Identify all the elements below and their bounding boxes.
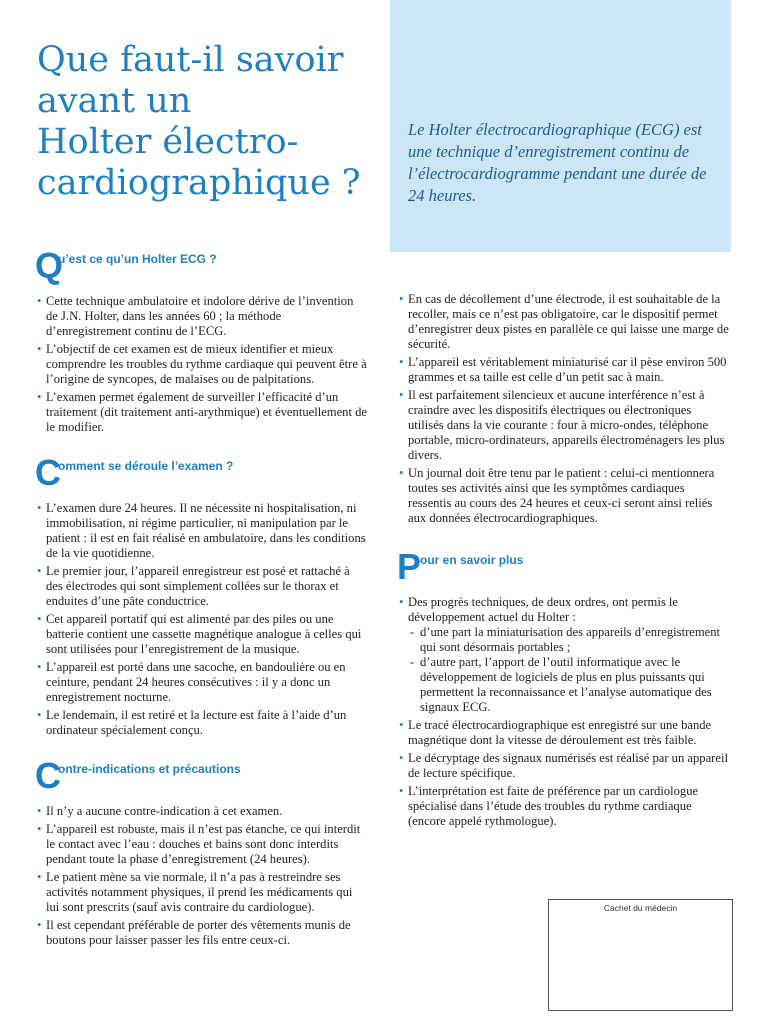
list-item: • L’appareil est véritablement miniaturisé car il pèse environ 500 grammes et sa taille est celle d’un petit sac à main.	[399, 355, 729, 385]
section-more	[397, 546, 729, 829]
section-heading	[35, 245, 367, 290]
doctor-stamp-box	[548, 899, 733, 1011]
section-contra	[35, 755, 367, 948]
list-item: • Cette technique ambulatoire et indolore dérive de l’invention de J.N. Holter, dans les années 60 ; la méthode d’enregistrement continu de l’ECG.	[37, 294, 367, 339]
section-heading-text: our en savoir plus	[420, 553, 524, 567]
title-line: Que faut-il savoir	[37, 40, 344, 80]
left-column	[35, 245, 368, 951]
bullet-list	[37, 804, 367, 948]
sub-list	[408, 625, 729, 715]
title-line: avant un	[37, 81, 192, 121]
title-line: cardiographique ?	[37, 163, 361, 203]
section-how	[35, 452, 367, 738]
list-item: • Cet appareil portatif qui est alimenté par des piles ou une batterie contient une cassette magnétique analogue à celles qui sont utilisées pour l’enregistrement de la musique.	[37, 612, 367, 657]
bullet-list	[37, 294, 367, 435]
list-item: • L’interprétation est faite de préférence par un cardiologue spécialisé dans l’étude des troubles du rythme cardiaque (encore appelé rythmologue).	[399, 784, 729, 829]
list-item	[399, 595, 729, 715]
list-item: • L’objectif de cet examen est de mieux identifier et mieux comprendre les troubles du rythme cardiaque qui peuvent être à l’origine de syncopes, de malaises ou de palpitations.	[37, 342, 367, 387]
bullet-list	[37, 501, 367, 738]
list-item: • Il est cependant préférable de porter des vêtements munis de boutons pour laisser passer les fils entre ceux-ci.	[37, 918, 367, 948]
section-heading	[35, 452, 367, 497]
right-column	[399, 292, 729, 832]
drop-cap: P	[397, 546, 422, 587]
sub-list-item: - d’autre part, l’apport de l’outil informatique avec le développement de logiciels de plus en plus puissants qui permettent la reconnaissance et l’analyse automatique des signaux ECG.	[408, 655, 729, 715]
drop-cap: C	[35, 452, 61, 493]
title-line: Holter électro-	[37, 122, 299, 162]
section-what	[35, 245, 368, 435]
bullet-list	[399, 292, 729, 526]
drop-cap: C	[35, 755, 61, 796]
list-item: • L’examen permet également de surveiller l’efficacité d’un traitement (dit traitement anti-arythmique) et éventuellement de le modifier.	[37, 390, 367, 435]
stamp-label: Cachet du médecin	[603, 903, 678, 913]
section-heading-text: u’est ce qu’un Holter ECG ?	[58, 252, 217, 266]
list-item: • Il n’y a aucune contre-indication à cet examen.	[37, 804, 367, 819]
drop-cap: Q	[35, 245, 64, 286]
list-item: • En cas de décollement d’une électrode, il est souhaitable de la recoller, mais ce n’est pas obligatoire, car le dispositif permet d’enregistrer deux pistes en parallèle ce qui laisse une marge de sécurité.	[399, 292, 729, 352]
list-item: • Le patient mène sa vie normale, il n’a pas à restreindre ses activités notamment physiques, il prend les médicaments qui lui sont prescrits (sauf avis contraire du cardiologue).	[37, 870, 367, 915]
intro-text: Le Holter électrocardiographique (ECG) est une technique d’enregistrement continu de l’électrocardiogramme pendant une durée de 24 heures.	[408, 120, 707, 205]
list-item: • Le tracé électrocardiographique est enregistré sur une bande magnétique dont la vitesse de déroulement est très faible.	[399, 718, 729, 748]
list-item: • Le décryptage des signaux numérisés est réalisé par un appareil de lecture spécifique.	[399, 751, 729, 781]
sub-list-item: - d’une part la miniaturisation des appareils d’enregistrement qui sont désormais portables ;	[408, 625, 729, 655]
list-item: • Le premier jour, l’appareil enregistreur est posé et rattaché à des électrodes qui sont simplement collées sur le thorax et enduites d’une pâte conductrice.	[37, 564, 367, 609]
list-item: • L’examen dure 24 heures. Il ne nécessite ni hospitalisation, ni immobilisation, ni régime particulier, ni manipulation par le patient : il est en fait réalisé en ambulatoire, dans les conditions de la vie quotidienne.	[37, 501, 367, 561]
section-heading	[35, 755, 367, 800]
section-heading-text: omment se déroule l’examen ?	[58, 459, 234, 473]
list-item: • L’appareil est robuste, mais il n’est pas étanche, ce qui interdit le contact avec l’eau : douches et bains sont donc interdits pendant toute la phase d’enregistrement (24 heures).	[37, 822, 367, 867]
list-item-text: Des progrès techniques, de deux ordres, ont permis le développement actuel du Holter :	[408, 595, 678, 624]
list-item: • Le lendemain, il est retiré et la lecture est faite à l’aide d’un ordinateur spécialement conçu.	[37, 708, 367, 738]
list-item: • Un journal doit être tenu par le patient : celui-ci mentionnera toutes ses activités ainsi que les symptômes cardiaques ressentis au cours des 24 heures et ceux-ci seront ainsi reliés aux données électrocardiographiques.	[399, 466, 729, 526]
section-heading	[397, 546, 729, 591]
list-item: • Il est parfaitement silencieux et aucune interférence n’est à craindre avec les dispositifs électriques ou électroniques utilisés dans la vie courante : four à micro-ondes, téléphone portable, micro-ordinateurs, appareils électroménagers les plus divers.	[399, 388, 729, 463]
list-item: • L’appareil est porté dans une sacoche, en bandoulière ou en ceinture, pendant 24 heures consécutives : il y a donc un enregistrement nocturne.	[37, 660, 367, 705]
page-title	[37, 40, 387, 204]
section-heading-text: ontre-indications et précautions	[58, 762, 241, 776]
bullet-list	[399, 595, 729, 829]
